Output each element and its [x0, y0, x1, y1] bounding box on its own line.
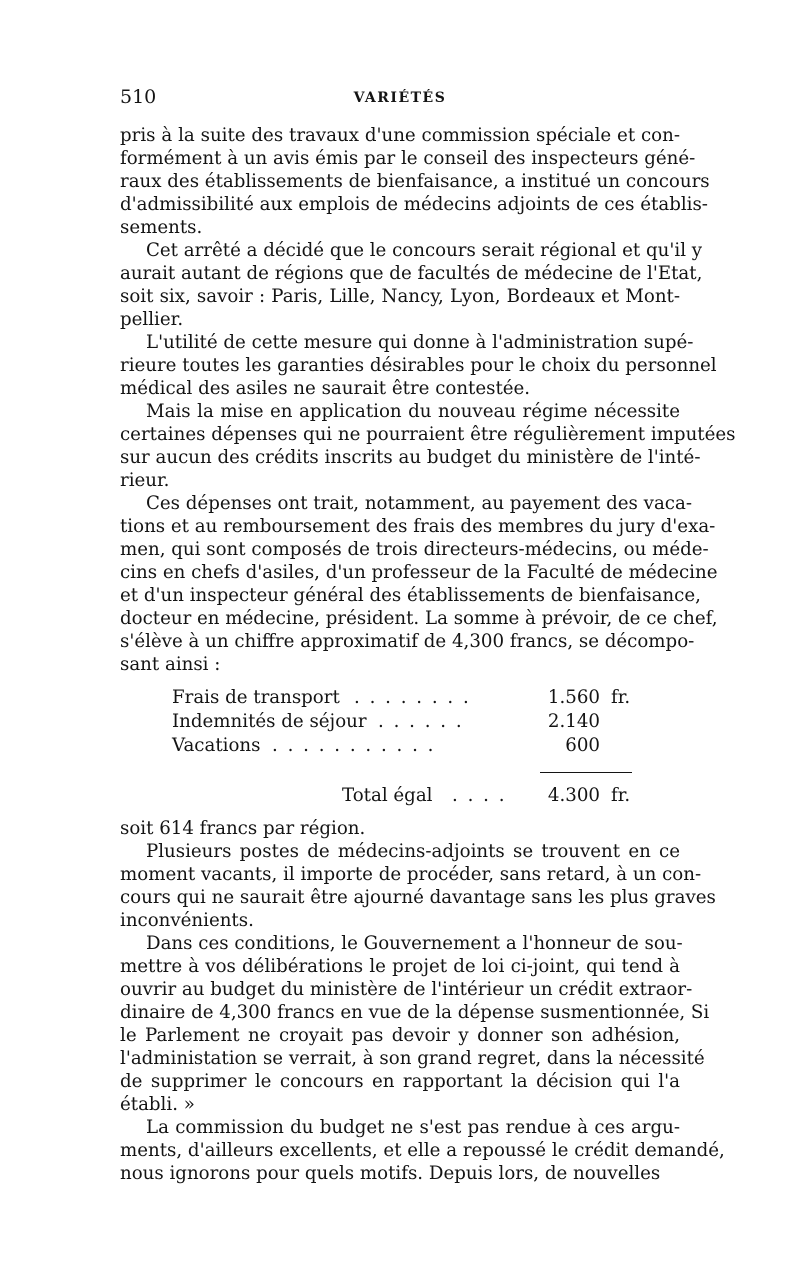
- text-line: nous ignorons pour quels motifs. Depuis lors, de nouvelles: [120, 1163, 661, 1184]
- leader-dots: . . . . . . . .: [354, 687, 471, 708]
- sum-rule: [540, 772, 632, 773]
- text-line: L'utilité de cette mesure qui donne à l'administration supé-: [146, 332, 694, 353]
- text-line: soit 614 francs par région.: [120, 818, 366, 839]
- expense-total-row: [120, 784, 680, 808]
- text-line: d'admissibilité aux emplois de médecins adjoints de ces établis-: [120, 194, 708, 215]
- paragraph: [120, 840, 716, 932]
- text-line: Plusieurs postes de médecins-adjoints se trouvent en ce: [146, 841, 680, 862]
- text-line: La commission du budget ne s'est pas rendue à ces argu-: [146, 1117, 680, 1138]
- text-line: raux des établissements de bienfaisance, a institué un concours: [120, 171, 710, 192]
- text-line: rieur.: [120, 470, 170, 491]
- running-title: VARIÉTÉS: [353, 90, 447, 106]
- currency-unit: fr.: [611, 785, 631, 806]
- expense-label: Indemnités de séjour: [172, 711, 367, 732]
- expense-row-transport: [120, 686, 680, 710]
- page-number: 510: [120, 86, 157, 108]
- expense-row-vacations: [120, 734, 680, 758]
- total-label: Total égal: [342, 785, 433, 806]
- text-line: Dans ces conditions, le Gouvernement a l'honneur de sou-: [146, 933, 683, 954]
- text-line: ouvrir au budget du ministère de l'intérieur un crédit extraor-: [120, 979, 693, 1000]
- expense-amount: 1.560: [547, 687, 600, 708]
- text-line: dinaire de 4,300 francs en vue de la dépense susmentionnée, Si: [120, 1002, 710, 1023]
- text-line: mettre à vos délibérations le projet de loi ci-joint, qui tend à: [120, 956, 680, 977]
- text-line: aurait autant de régions que de facultés de médecine de l'Etat,: [120, 263, 703, 284]
- text-line: cours qui ne saurait être ajourné davantage sans les plus graves: [120, 887, 716, 908]
- text-line: cins en chefs d'asiles, d'un professeur de la Faculté de médecine: [120, 562, 718, 583]
- text-line: certaines dépenses qui ne pourraient être régulièrement imputées: [120, 424, 736, 445]
- expense-amount: 2.140: [547, 711, 600, 732]
- paragraph: [120, 124, 710, 239]
- text-line: inconvénients.: [120, 910, 254, 931]
- text-line: formément à un avis émis par le conseil des inspecteurs géné-: [120, 148, 696, 169]
- text-line: sur aucun des crédits inscrits au budget du ministère de l'inté-: [120, 447, 701, 468]
- text-line: Cet arrêté a décidé que le concours serait régional et qu'il y: [146, 240, 703, 261]
- expense-row-indemnites: [120, 710, 680, 734]
- text-line: tions et au remboursement des frais des membres du jury d'exa-: [120, 516, 716, 537]
- text-line: docteur en médecine, président. La somme à prévoir, de ce chef,: [120, 608, 718, 629]
- expense-label: Vacations: [172, 735, 261, 756]
- expense-table: [120, 686, 680, 812]
- paragraphs-after-table: [120, 817, 725, 1185]
- paragraph: [120, 932, 710, 1116]
- text-line: men, qui sont composés de trois directeurs-médecins, ou méde-: [120, 539, 709, 560]
- paragraph: [120, 1116, 725, 1185]
- text-line: établi. »: [120, 1094, 195, 1115]
- text-line: pris à la suite des travaux d'une commission spéciale et con-: [120, 125, 680, 146]
- text-line: le Parlement ne croyait pas devoir y donner son adhésion,: [120, 1025, 680, 1046]
- text-line: sant ainsi :: [120, 654, 221, 675]
- text-line: rieure toutes les garanties désirables pour le choix du personnel: [120, 355, 717, 376]
- text-line: sements.: [120, 217, 203, 238]
- paragraph: [120, 492, 718, 676]
- text-line: l'administation se verrait, à son grand regret, dans la nécessité: [120, 1048, 705, 1069]
- paragraphs-before-table: [120, 124, 736, 676]
- text-line: pellier.: [120, 309, 184, 330]
- total-amount: 4.300: [547, 785, 600, 806]
- currency-unit: fr.: [611, 687, 631, 708]
- page-header: [120, 86, 680, 112]
- paragraph: [120, 239, 703, 331]
- expense-label: Frais de transport: [172, 687, 340, 708]
- expense-amount: 600: [565, 735, 600, 756]
- paragraph: [120, 400, 736, 492]
- text-line: soit six, savoir : Paris, Lille, Nancy, Lyon, Bordeaux et Mont-: [120, 286, 680, 307]
- paragraph: [120, 331, 717, 400]
- text-line: Mais la mise en application du nouveau régime nécessite: [146, 401, 680, 422]
- leader-dots: . . . .: [452, 785, 507, 806]
- text-line: et d'un inspecteur général des établissements de bienfaisance,: [120, 585, 701, 606]
- leader-dots: . . . . . .: [378, 711, 464, 732]
- text-line: moment vacants, il importe de procéder, sans retard, à un con-: [120, 864, 702, 885]
- text-line: de supprimer le concours en rapportant la décision qui l'a: [120, 1071, 680, 1092]
- paragraph: [120, 817, 680, 840]
- text-line: ments, d'ailleurs excellents, et elle a repoussé le crédit demandé,: [120, 1140, 725, 1161]
- body-text: [120, 124, 736, 1185]
- text-line: médical des asiles ne saurait être contestée.: [120, 378, 531, 399]
- text-line: Ces dépenses ont trait, notamment, au payement des vaca-: [146, 493, 692, 514]
- text-line: s'élève à un chiffre approximatif de 4,300 francs, se décompo-: [120, 631, 695, 652]
- leader-dots: . . . . . . . . . . .: [272, 735, 436, 756]
